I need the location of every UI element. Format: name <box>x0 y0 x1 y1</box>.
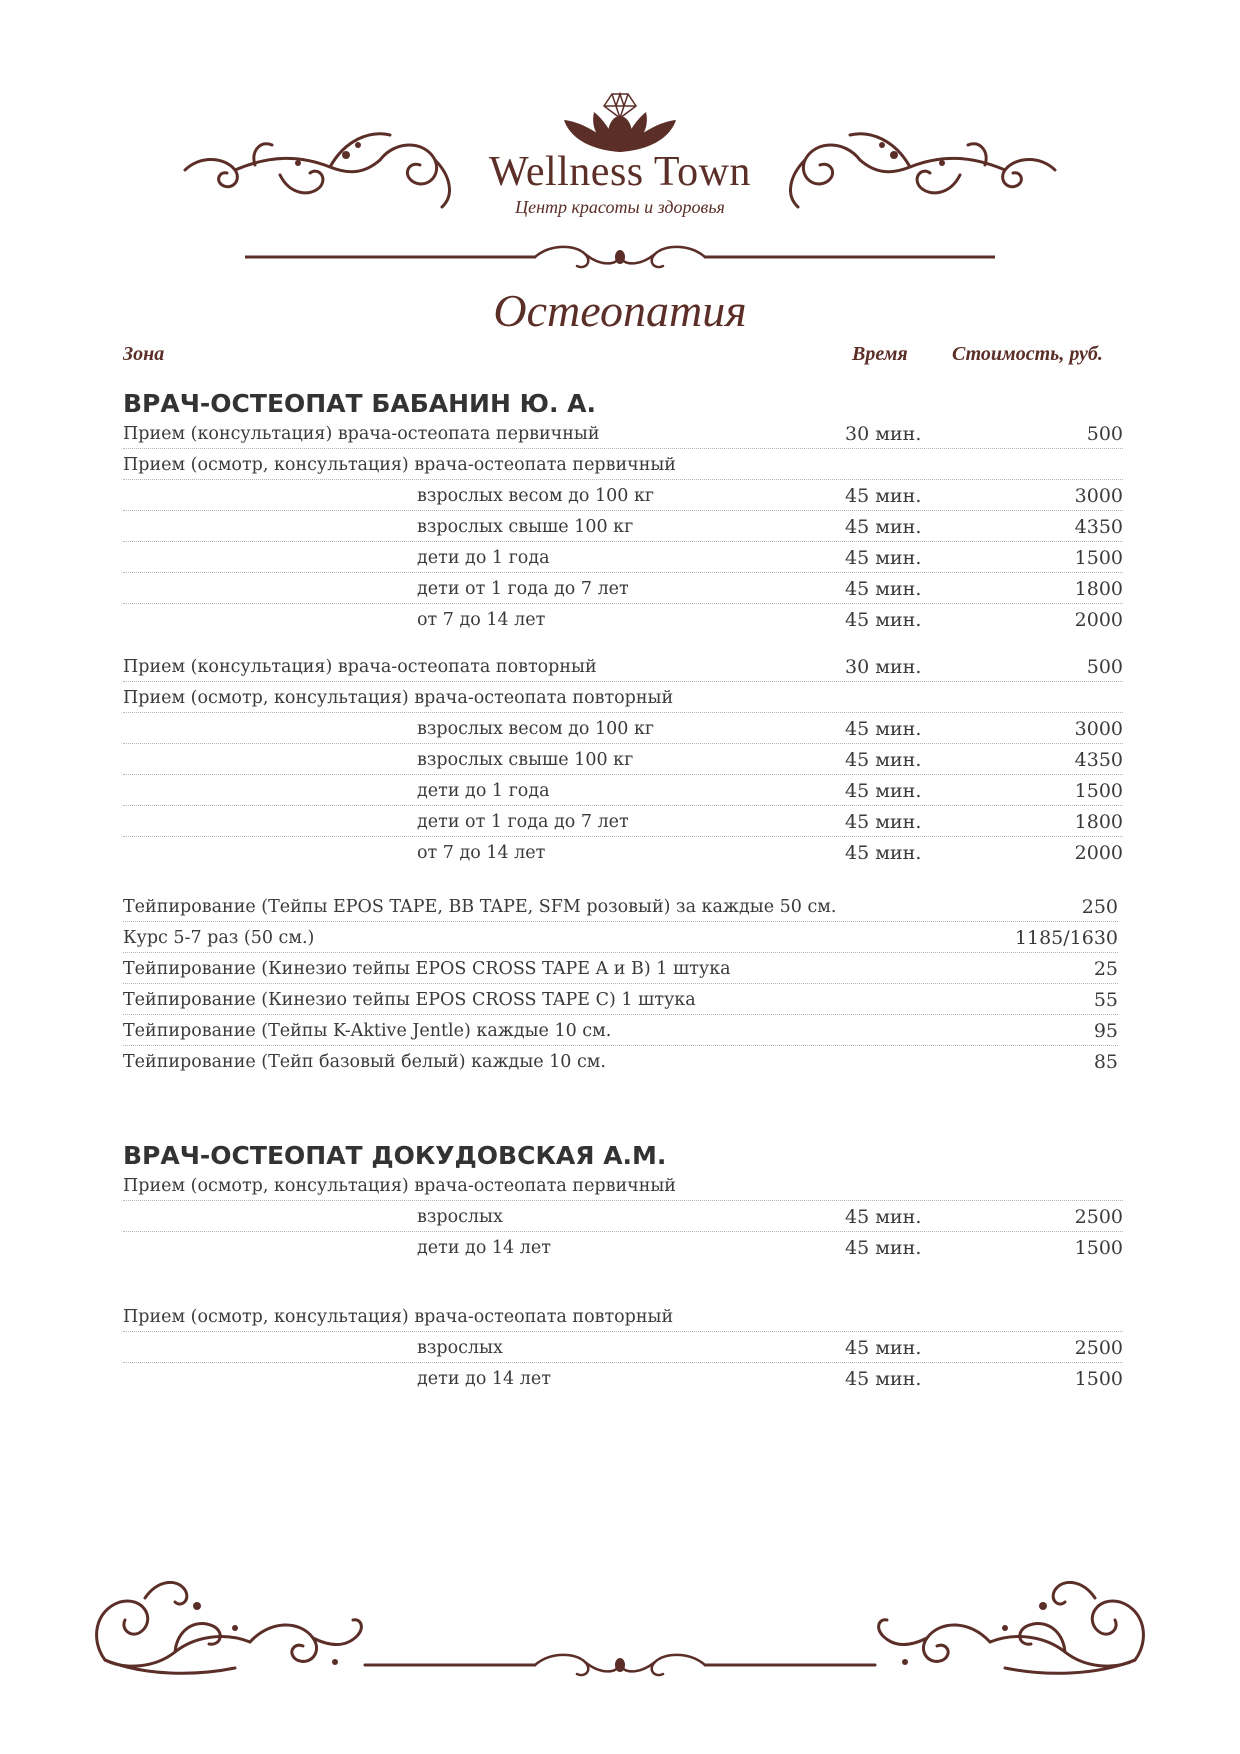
service-label: взрослых весом до 100 кг <box>417 486 655 506</box>
column-header-time: Время <box>852 343 908 365</box>
service-label: Тейпирование (Кинезио тейпы EPOS CROSS TAPE A и B) 1 штука <box>123 959 731 979</box>
service-price: 4350 <box>1074 749 1123 771</box>
service-label: Прием (консультация) врача-остеопата повторный <box>123 657 597 677</box>
price-row <box>123 1334 1123 1363</box>
service-time: 45 мин. <box>845 516 922 538</box>
price-row <box>123 1048 1118 1076</box>
service-label: Тейпирование (Кинезио тейпы EPOS CROSS TAPE C) 1 штука <box>123 990 696 1010</box>
service-price: 250 <box>1081 896 1118 918</box>
price-row <box>123 1234 1123 1262</box>
service-price: 3000 <box>1074 485 1123 507</box>
service-label: Прием (осмотр, консультация) врача-остеопата повторный <box>123 688 674 708</box>
price-row <box>123 575 1123 604</box>
service-time: 45 мин. <box>845 718 922 740</box>
section-title: ВРАЧ-ОСТЕОПАТ БАБАНИН Ю. А. <box>123 389 596 418</box>
service-price: 1500 <box>1074 780 1123 802</box>
service-price: 500 <box>1086 423 1123 445</box>
service-label: Тейпирование (Тейпы K-Aktive Jentle) каждые 10 см. <box>123 1021 612 1041</box>
service-time: 30 мин. <box>845 423 922 445</box>
service-price: 2500 <box>1074 1206 1123 1228</box>
brand-tagline: Центр красоты и здоровья <box>515 197 725 217</box>
service-price: 1500 <box>1074 1237 1123 1259</box>
service-price: 1500 <box>1074 547 1123 569</box>
service-time: 45 мин. <box>845 485 922 507</box>
service-time: 30 мин. <box>845 656 922 678</box>
service-label: взрослых свыше 100 кг <box>417 750 634 770</box>
service-label: дети до 1 года <box>417 548 550 568</box>
price-row <box>123 653 1123 682</box>
service-price: 2000 <box>1074 609 1123 631</box>
service-label: взрослых <box>417 1207 503 1227</box>
service-label: взрослых <box>417 1338 503 1358</box>
service-price: 25 <box>1093 958 1118 980</box>
price-row <box>123 1017 1118 1046</box>
service-price: 4350 <box>1074 516 1123 538</box>
price-row <box>123 839 1123 867</box>
price-row <box>123 808 1123 837</box>
service-price: 2500 <box>1074 1337 1123 1359</box>
price-row <box>123 1172 1123 1201</box>
price-row <box>123 746 1123 775</box>
service-time: 45 мин. <box>845 1237 922 1259</box>
price-row <box>123 606 1123 634</box>
service-time: 45 мин. <box>845 780 922 802</box>
service-price: 1800 <box>1074 578 1123 600</box>
service-label: дети от 1 года до 7 лет <box>417 812 629 832</box>
lotus-logo-icon <box>560 82 680 154</box>
price-row <box>123 513 1123 542</box>
service-time: 45 мин. <box>845 609 922 631</box>
service-price: 1500 <box>1074 1368 1123 1390</box>
service-label: Тейпирование (Тейпы EPOS TAPE, BB TAPE, SFM розовый) за каждые 50 см. <box>123 897 837 917</box>
service-time: 45 мин. <box>845 749 922 771</box>
price-row <box>123 544 1123 573</box>
service-price: 500 <box>1086 656 1123 678</box>
column-header-zone: Зона <box>123 343 165 365</box>
service-label: от 7 до 14 лет <box>417 843 546 863</box>
service-time: 45 мин. <box>845 842 922 864</box>
service-label: Прием (консультация) врача-остеопата первичный <box>123 424 600 444</box>
service-label: Курс 5-7 раз (50 см.) <box>123 928 315 948</box>
service-time: 45 мин. <box>845 578 922 600</box>
divider-ornament-icon <box>245 240 995 274</box>
service-time: 45 мин. <box>845 1206 922 1228</box>
service-label: взрослых весом до 100 кг <box>417 719 655 739</box>
service-price: 1185/1630 <box>1014 927 1118 949</box>
service-label: дети до 14 лет <box>417 1238 551 1258</box>
price-row <box>123 1303 1123 1332</box>
page-title: Остеопатия <box>493 285 747 336</box>
price-row <box>123 451 1123 480</box>
price-row <box>123 715 1123 744</box>
price-row <box>123 420 1123 449</box>
service-label: Тейпирование (Тейп базовый белый) каждые 10 см. <box>123 1052 606 1072</box>
price-row <box>123 955 1118 984</box>
service-price: 3000 <box>1074 718 1123 740</box>
service-price: 85 <box>1093 1051 1118 1073</box>
price-row <box>123 482 1123 511</box>
service-label: дети от 1 года до 7 лет <box>417 579 629 599</box>
service-time: 45 мин. <box>845 547 922 569</box>
price-row <box>123 1365 1123 1393</box>
service-label: Прием (осмотр, консультация) врача-остеопата первичный <box>123 1176 676 1196</box>
service-label: дети до 1 года <box>417 781 550 801</box>
price-row <box>123 924 1118 953</box>
service-label: Прием (осмотр, консультация) врача-остеопата первичный <box>123 455 676 475</box>
price-row <box>123 777 1123 806</box>
service-price: 1800 <box>1074 811 1123 833</box>
service-label: Прием (осмотр, консультация) врача-остеопата повторный <box>123 1307 674 1327</box>
service-label: дети до 14 лет <box>417 1369 551 1389</box>
service-price: 2000 <box>1074 842 1123 864</box>
price-row <box>123 1203 1123 1232</box>
price-row <box>123 986 1118 1015</box>
section-title: ВРАЧ-ОСТЕОПАТ ДОКУДОВСКАЯ А.М. <box>123 1141 667 1170</box>
service-label: от 7 до 14 лет <box>417 610 546 630</box>
price-row <box>123 684 1123 713</box>
service-time: 45 мин. <box>845 811 922 833</box>
divider-ornament-icon <box>245 1648 995 1682</box>
brand-name: Wellness Town <box>489 149 751 195</box>
service-price: 95 <box>1093 1020 1118 1042</box>
service-time: 45 мин. <box>845 1337 922 1359</box>
service-label: взрослых свыше 100 кг <box>417 517 634 537</box>
price-row <box>123 893 1118 922</box>
service-price: 55 <box>1093 989 1118 1011</box>
column-header-price: Стоимость, руб. <box>952 343 1103 365</box>
service-time: 45 мин. <box>845 1368 922 1390</box>
